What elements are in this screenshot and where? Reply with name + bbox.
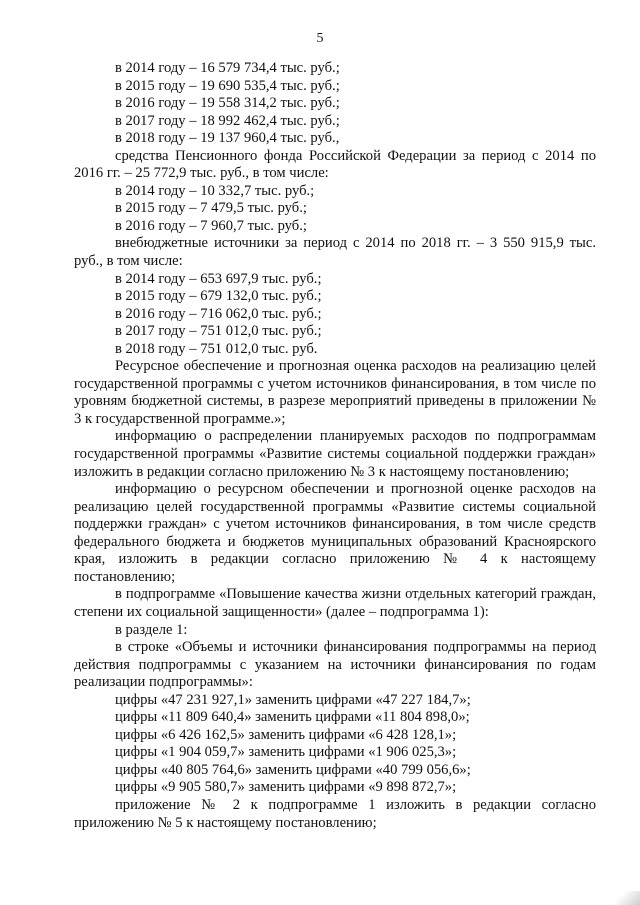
paragraph-budget-2017: в 2017 году – 18 992 462,4 тыс. руб.; [115,112,340,129]
paragraph-expense-distribution: информацию о распределении планируемых расходов по подпрограммам государственной программы «Развитие системы социальной поддержки граждан» изложить в редакции согласно приложению № 3 к настоящему постановлению; [74,428,596,480]
paragraph-extrabudgetary-2015: в 2015 году – 679 132,0 тыс. руб.; [115,288,322,305]
paragraph-extrabudgetary-2017: в 2017 году – 751 012,0 тыс. руб.; [115,323,322,340]
paragraph-budget-2014: в 2014 году – 16 579 734,4 тыс. руб.; [115,60,340,76]
paragraph-budget-2018: в 2018 году – 19 137 960,4 тыс. руб., [115,130,340,147]
paragraph-resource-provision: Ресурсное обеспечение и прогнозная оценка расходов на реализацию целей государственной программы с учетом источников финансирования, в том числе по уровням бюджетной системы, в разрезе мероприятий приведены в приложении № 3 к государственной программе.»; [74,358,596,427]
paragraph-appendix-2: приложение № 2 к подпрограмме 1 изложить в редакции согласно приложению № 5 к настоящему постановлению; [74,796,596,831]
paragraph-budget-2016: в 2016 году – 19 558 314,2 тыс. руб.; [115,95,340,112]
document-body [74,60,596,832]
paragraph-extrabudgetary: внебюджетные источники за период с 2014 по 2018 гг. – 3 550 915,9 тыс. руб., в том числе: [74,235,596,270]
paragraph-replace-figures-5: цифры «40 805 764,6» заменить цифрами «40 799 056,6»; [115,761,471,778]
paragraph-pension-2014: в 2014 году – 10 332,7 тыс. руб.; [115,182,315,199]
paragraph-pension-fund: средства Пенсионного фонда Российской Федерации за период с 2014 по 2016 гг. – 25 772,9 тыс. руб., в том числе: [74,147,596,182]
paragraph-replace-figures-3: цифры «6 426 162,5» заменить цифрами «6 428 128,1»; [115,726,457,743]
paragraph-section-1: в разделе 1: [115,621,188,638]
paragraph-replace-figures-6: цифры «9 905 580,7» заменить цифрами «9 898 872,7»; [115,779,457,796]
paragraph-funding-row: в строке «Объемы и источники финансирования подпрограммы на период действия подпрограммы с указанием на источники финансирования по годам реализации подпрограммы»: [74,639,596,691]
paragraph-pension-2015: в 2015 году – 7 479,5 тыс. руб.; [115,200,307,217]
page-number: 5 [316,31,324,46]
paragraph-replace-figures-4: цифры «1 904 059,7» заменить цифрами «1 906 025,3»; [115,744,457,761]
scan-corner-mark [606,891,640,905]
paragraph-pension-2016: в 2016 году – 7 960,7 тыс. руб.; [115,217,307,234]
paragraph-replace-figures-1: цифры «47 231 927,1» заменить цифрами «47 227 184,7»; [115,691,471,708]
paragraph-extrabudgetary-2016: в 2016 году – 716 062,0 тыс. руб.; [115,305,322,322]
paragraph-resource-info: информацию о ресурсном обеспечении и прогнозной оценке расходов на реализацию целей государственной программы «Развитие системы социальной поддержки граждан» с учетом источников финансирования, в том числе средств федерального бюджета и бюджетов муниципальных образований Красноярского края, изложить в редакции согласно приложению № 4 к настоящему постановлению; [74,481,596,585]
paragraph-extrabudgetary-2018: в 2018 году – 751 012,0 тыс. руб. [115,340,318,357]
paragraph-subprogram-1: в подпрограмме «Повышение качества жизни отдельных категорий граждан, степени их социальной защищенности» (далее – подпрограмма 1): [74,586,596,620]
paragraph-replace-figures-2: цифры «11 809 640,4» заменить цифрами «11 804 898,0»; [115,709,470,726]
paragraph-budget-2015: в 2015 году – 19 690 535,4 тыс. руб.; [115,77,340,94]
paragraph-extrabudgetary-2014: в 2014 году – 653 697,9 тыс. руб.; [115,270,322,287]
